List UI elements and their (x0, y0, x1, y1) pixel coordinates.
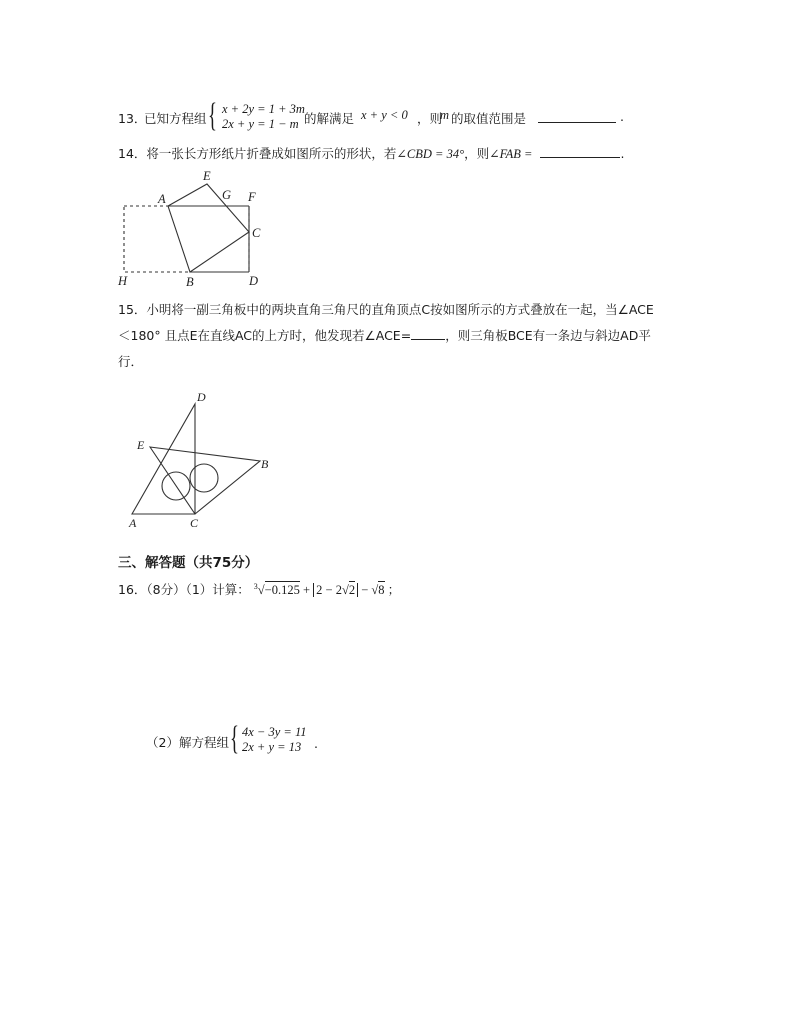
q15-line3: 行． (118, 354, 144, 369)
q16-part2-label: （2）解方程组 (146, 735, 229, 750)
q14-label-D: D (249, 274, 259, 288)
q14-label-E: E (203, 169, 211, 183)
q14-label-H: H (118, 274, 128, 288)
q15-line2b: ，则三角板BCE有一条边与斜边AD平 (445, 328, 651, 343)
q14-text: 将一张长方形纸片折叠成如图所示的形状，若 (146, 146, 397, 161)
q13-system (222, 102, 305, 132)
q15-label-D: D (197, 390, 206, 404)
q15-figure (125, 388, 285, 533)
q16-abs-root: 2 (348, 583, 356, 597)
q16-semicolon: ； (387, 582, 401, 597)
q15-label-E: E (137, 438, 145, 452)
q14-label-G: G (222, 188, 232, 202)
q16-system (242, 725, 307, 755)
q15-triangle-ECB (150, 447, 260, 514)
q13-answer-blank[interactable] (538, 122, 616, 123)
q16-plus: + (302, 583, 311, 597)
q13-condition: x + y < 0 (361, 108, 408, 122)
q16-expression (254, 583, 388, 597)
q14-label-A: A (158, 192, 166, 206)
question-15 (118, 300, 698, 374)
q16-cbrt-arg: −0.125 (264, 583, 300, 597)
q16-eq2: 2x + y = 13 (242, 740, 302, 754)
q13-brace: { (208, 97, 217, 134)
question-16-part-1 (118, 580, 678, 602)
q15-line1: 15．小明将一副三角板中的两块直角三角尺的直角顶点C按如图所示的方式叠放在一起，当∠ACE (118, 302, 654, 317)
q13-end: . (620, 109, 624, 124)
section-3-title: 三、解答题（共75分） (118, 555, 259, 571)
q16-part1-label: （1）计算： (185, 582, 250, 597)
q16-number: 16． (118, 582, 147, 597)
q13-mid: 的解满足 (304, 111, 355, 126)
q13-eq1: x + 2y = 1 + 3m (222, 102, 305, 116)
q14-number: 14． (118, 146, 147, 161)
q16-end: . (314, 736, 318, 751)
q16-abs-expression (313, 583, 358, 597)
q13-var: m (440, 108, 450, 122)
q14-end: . (620, 146, 625, 161)
q16-score: （8分） (146, 582, 186, 597)
q15-triangle-ACD (132, 404, 195, 514)
q13-prefix: 已知方程组 (144, 111, 207, 126)
q14-given-angle: ∠CBD = 34° (396, 147, 465, 161)
q14-label-F: F (248, 190, 256, 204)
q13-suffix: 的取值范围是 (451, 111, 527, 126)
q16-minus: − (361, 583, 369, 597)
question-13 (118, 97, 678, 134)
q15-label-A: A (129, 516, 137, 530)
q16-cbrt-index: 3 (253, 581, 258, 591)
q14-figure (110, 166, 280, 291)
question-14 (118, 144, 678, 164)
q14-text2: ，则 (464, 146, 490, 161)
q16-abs-left: 2 − 2 (316, 583, 342, 597)
q14-ask: ∠FAB = (489, 147, 533, 161)
q16-radical-icon-2: √ (341, 583, 349, 597)
q15-label-C: C (190, 516, 199, 530)
q16-radical-icon: √ (257, 583, 265, 597)
q13-eq2: 2x + y = 1 − m (222, 117, 299, 131)
q16-sqrt-arg: 8 (378, 583, 385, 597)
q15-line2a: ＜180° 且点E在直线AC的上方时，他发现若∠ACE= (118, 328, 412, 343)
q13-number: 13． (118, 111, 147, 126)
q14-label-B: B (186, 275, 194, 289)
q14-label-C: C (252, 226, 261, 240)
q15-label-B: B (261, 457, 269, 471)
q15-answer-blank[interactable] (411, 339, 445, 340)
q16-brace: { (230, 720, 239, 757)
q16-radical-icon-3: √ (371, 583, 379, 597)
q14-answer-blank[interactable] (540, 157, 620, 158)
q14-folded-flap (168, 184, 249, 272)
q16-eq1: 4x − 3y = 11 (242, 725, 307, 739)
q13-mid2: ，则 (417, 111, 443, 126)
q15-line2 (118, 326, 698, 352)
question-16-part-2 (146, 722, 446, 758)
q15-circle-right (190, 464, 218, 492)
